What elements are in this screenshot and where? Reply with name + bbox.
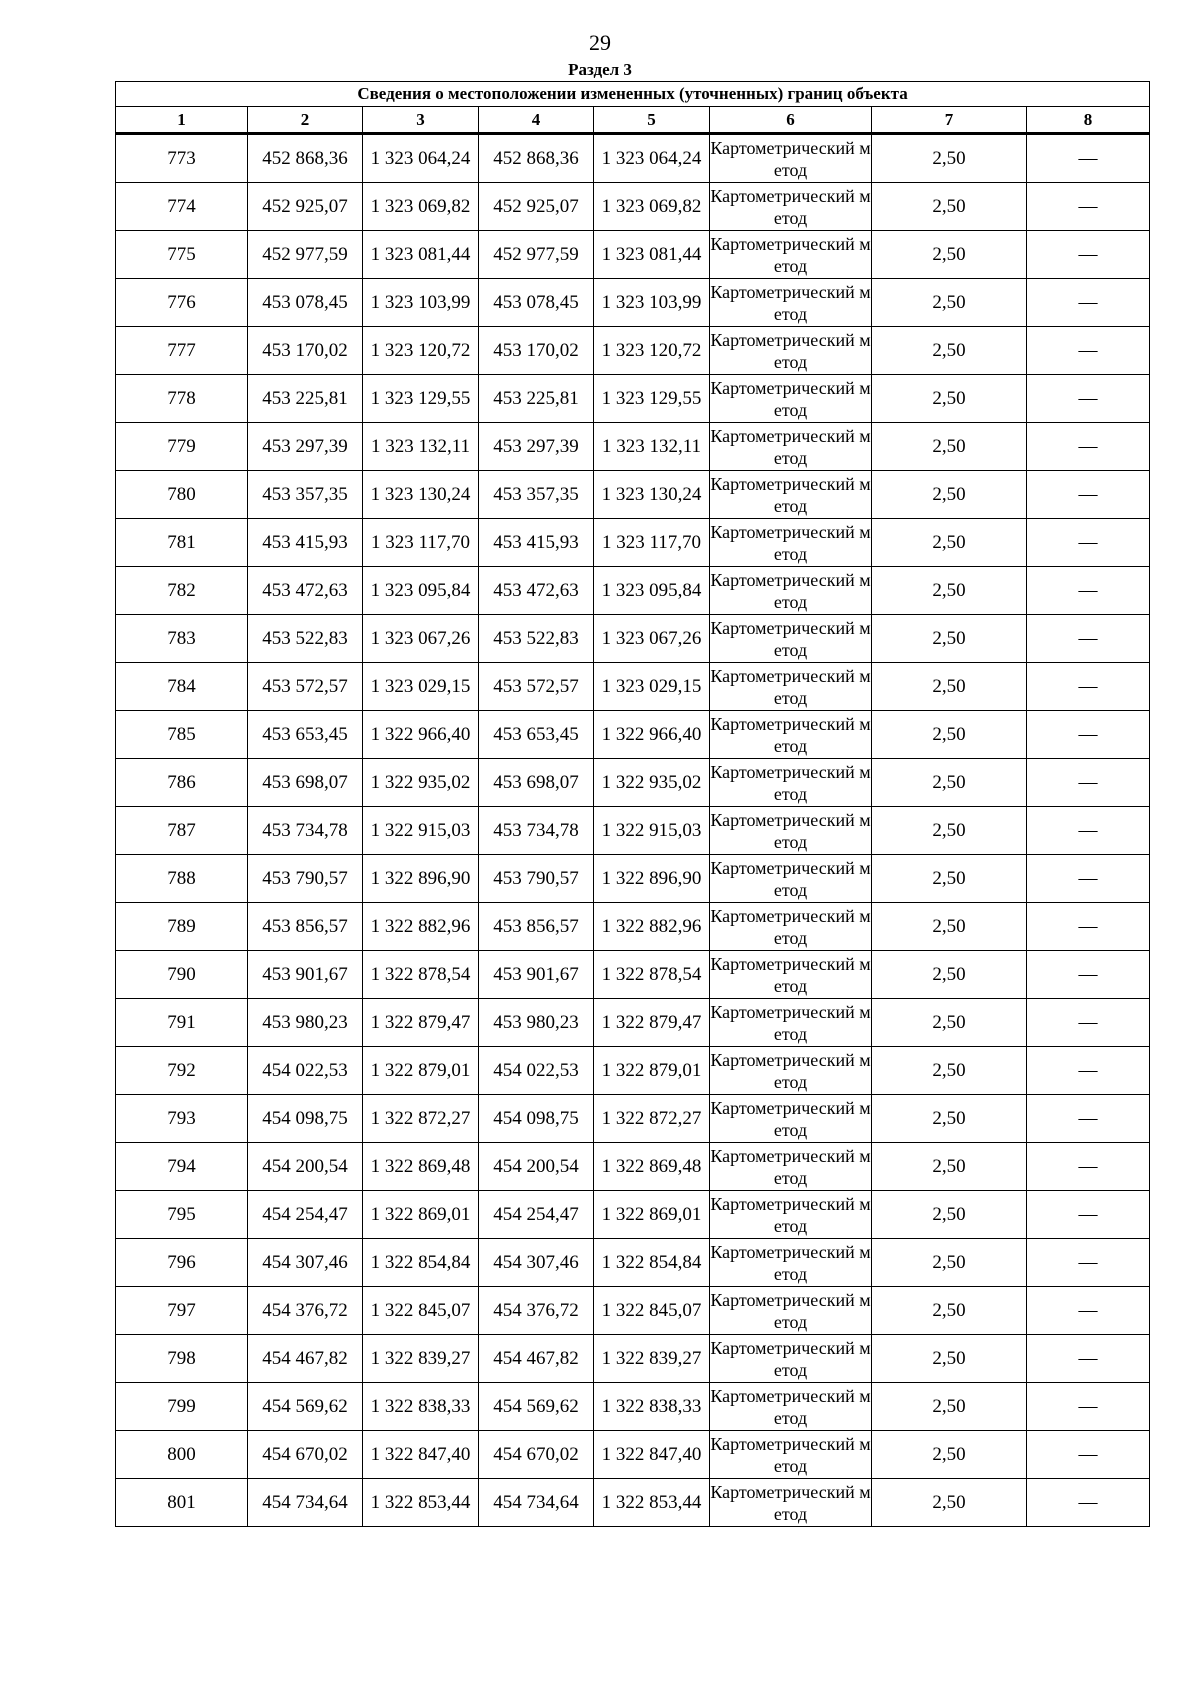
x-old-cell: 452 977,59: [248, 231, 363, 279]
method-cell: Картометрический метод: [710, 567, 872, 615]
y-new-cell: 1 322 839,27: [594, 1335, 710, 1383]
description-cell: —: [1027, 1287, 1150, 1335]
description-cell: —: [1027, 423, 1150, 471]
x-old-cell: 453 734,78: [248, 807, 363, 855]
table-row: [116, 1479, 1150, 1527]
table-row: [116, 1191, 1150, 1239]
table-caption-row: [116, 82, 1150, 107]
y-new-cell: 1 323 081,44: [594, 231, 710, 279]
y-old-cell: 1 323 129,55: [363, 375, 479, 423]
table-row: [116, 1287, 1150, 1335]
y-old-cell: 1 323 067,26: [363, 615, 479, 663]
table-row: [116, 567, 1150, 615]
y-old-cell: 1 323 029,15: [363, 663, 479, 711]
y-new-cell: 1 322 872,27: [594, 1095, 710, 1143]
x-new-cell: 453 078,45: [479, 279, 594, 327]
method-cell: Картометрический метод: [710, 471, 872, 519]
y-old-cell: 1 322 879,47: [363, 999, 479, 1047]
y-old-cell: 1 322 882,96: [363, 903, 479, 951]
y-old-cell: 1 322 878,54: [363, 951, 479, 999]
point-number-cell: 794: [116, 1143, 248, 1191]
y-old-cell: 1 323 095,84: [363, 567, 479, 615]
method-cell: Картометрический метод: [710, 855, 872, 903]
x-new-cell: 453 901,67: [479, 951, 594, 999]
x-new-cell: 453 225,81: [479, 375, 594, 423]
accuracy-cell: 2,50: [872, 855, 1027, 903]
description-cell: —: [1027, 1047, 1150, 1095]
accuracy-cell: 2,50: [872, 1095, 1027, 1143]
column-number: 2: [248, 107, 363, 134]
x-new-cell: 453 856,57: [479, 903, 594, 951]
y-new-cell: 1 322 882,96: [594, 903, 710, 951]
description-cell: —: [1027, 807, 1150, 855]
description-cell: —: [1027, 231, 1150, 279]
x-old-cell: 454 376,72: [248, 1287, 363, 1335]
column-number: 5: [594, 107, 710, 134]
accuracy-cell: 2,50: [872, 1335, 1027, 1383]
description-cell: —: [1027, 759, 1150, 807]
point-number-cell: 780: [116, 471, 248, 519]
table-row: [116, 759, 1150, 807]
table-row: [116, 231, 1150, 279]
table-row: [116, 663, 1150, 711]
x-new-cell: 454 670,02: [479, 1431, 594, 1479]
y-old-cell: 1 322 839,27: [363, 1335, 479, 1383]
point-number-cell: 776: [116, 279, 248, 327]
point-number-cell: 788: [116, 855, 248, 903]
y-old-cell: 1 323 117,70: [363, 519, 479, 567]
method-cell: Картометрический метод: [710, 375, 872, 423]
accuracy-cell: 2,50: [872, 567, 1027, 615]
description-cell: —: [1027, 375, 1150, 423]
table-row: [116, 1047, 1150, 1095]
column-number: 4: [479, 107, 594, 134]
accuracy-cell: 2,50: [872, 1479, 1027, 1527]
y-new-cell: 1 322 935,02: [594, 759, 710, 807]
column-number-row: [116, 107, 1150, 134]
point-number-cell: 791: [116, 999, 248, 1047]
description-cell: —: [1027, 1383, 1150, 1431]
description-cell: —: [1027, 134, 1150, 183]
method-cell: Картометрический метод: [710, 999, 872, 1047]
accuracy-cell: 2,50: [872, 759, 1027, 807]
x-new-cell: 453 170,02: [479, 327, 594, 375]
y-new-cell: 1 322 838,33: [594, 1383, 710, 1431]
y-new-cell: 1 322 879,47: [594, 999, 710, 1047]
y-new-cell: 1 323 103,99: [594, 279, 710, 327]
y-old-cell: 1 322 896,90: [363, 855, 479, 903]
description-cell: —: [1027, 855, 1150, 903]
y-old-cell: 1 322 869,48: [363, 1143, 479, 1191]
description-cell: —: [1027, 519, 1150, 567]
y-old-cell: 1 322 847,40: [363, 1431, 479, 1479]
accuracy-cell: 2,50: [872, 1143, 1027, 1191]
method-cell: Картометрический метод: [710, 903, 872, 951]
y-old-cell: 1 322 854,84: [363, 1239, 479, 1287]
description-cell: —: [1027, 1095, 1150, 1143]
table-row: [116, 999, 1150, 1047]
y-old-cell: 1 323 103,99: [363, 279, 479, 327]
method-cell: Картометрический метод: [710, 759, 872, 807]
point-number-cell: 775: [116, 231, 248, 279]
x-new-cell: 453 980,23: [479, 999, 594, 1047]
x-new-cell: 454 569,62: [479, 1383, 594, 1431]
x-old-cell: 454 670,02: [248, 1431, 363, 1479]
method-cell: Картометрический метод: [710, 1239, 872, 1287]
table-row: [116, 375, 1150, 423]
table-row: [116, 615, 1150, 663]
description-cell: —: [1027, 1431, 1150, 1479]
x-new-cell: 454 254,47: [479, 1191, 594, 1239]
x-new-cell: 454 307,46: [479, 1239, 594, 1287]
x-old-cell: 452 868,36: [248, 134, 363, 183]
point-number-cell: 789: [116, 903, 248, 951]
column-number: 7: [872, 107, 1027, 134]
description-cell: —: [1027, 999, 1150, 1047]
description-cell: —: [1027, 951, 1150, 999]
accuracy-cell: 2,50: [872, 134, 1027, 183]
y-new-cell: 1 322 869,48: [594, 1143, 710, 1191]
point-number-cell: 777: [116, 327, 248, 375]
x-old-cell: 453 522,83: [248, 615, 363, 663]
y-new-cell: 1 322 854,84: [594, 1239, 710, 1287]
x-old-cell: 453 790,57: [248, 855, 363, 903]
accuracy-cell: 2,50: [872, 279, 1027, 327]
method-cell: Картометрический метод: [710, 134, 872, 183]
y-new-cell: 1 323 067,26: [594, 615, 710, 663]
x-old-cell: 453 415,93: [248, 519, 363, 567]
table-row: [116, 1239, 1150, 1287]
y-old-cell: 1 322 915,03: [363, 807, 479, 855]
y-new-cell: 1 323 120,72: [594, 327, 710, 375]
x-new-cell: 452 925,07: [479, 183, 594, 231]
x-new-cell: 453 734,78: [479, 807, 594, 855]
description-cell: —: [1027, 615, 1150, 663]
table-row: [116, 807, 1150, 855]
column-number: 1: [116, 107, 248, 134]
y-old-cell: 1 323 120,72: [363, 327, 479, 375]
x-old-cell: 454 098,75: [248, 1095, 363, 1143]
point-number-cell: 781: [116, 519, 248, 567]
table-body: [116, 134, 1150, 1527]
accuracy-cell: 2,50: [872, 951, 1027, 999]
x-old-cell: 454 467,82: [248, 1335, 363, 1383]
description-cell: —: [1027, 1191, 1150, 1239]
table-row: [116, 134, 1150, 183]
table-row: [116, 423, 1150, 471]
method-cell: Картометрический метод: [710, 1383, 872, 1431]
method-cell: Картометрический метод: [710, 807, 872, 855]
x-new-cell: 453 698,07: [479, 759, 594, 807]
table-caption: Сведения о местоположении измененных (уточненных) границ объекта: [116, 82, 1150, 107]
point-number-cell: 796: [116, 1239, 248, 1287]
accuracy-cell: 2,50: [872, 1191, 1027, 1239]
point-number-cell: 793: [116, 1095, 248, 1143]
x-old-cell: 453 170,02: [248, 327, 363, 375]
description-cell: —: [1027, 1239, 1150, 1287]
point-number-cell: 783: [116, 615, 248, 663]
y-new-cell: 1 322 853,44: [594, 1479, 710, 1527]
point-number-cell: 801: [116, 1479, 248, 1527]
description-cell: —: [1027, 183, 1150, 231]
description-cell: —: [1027, 1479, 1150, 1527]
method-cell: Картометрический метод: [710, 615, 872, 663]
x-old-cell: 454 569,62: [248, 1383, 363, 1431]
table-row: [116, 951, 1150, 999]
table-row: [116, 327, 1150, 375]
y-old-cell: 1 322 838,33: [363, 1383, 479, 1431]
accuracy-cell: 2,50: [872, 1287, 1027, 1335]
accuracy-cell: 2,50: [872, 519, 1027, 567]
accuracy-cell: 2,50: [872, 183, 1027, 231]
x-old-cell: 454 307,46: [248, 1239, 363, 1287]
description-cell: —: [1027, 1143, 1150, 1191]
y-new-cell: 1 322 896,90: [594, 855, 710, 903]
page-number: 29: [589, 30, 611, 55]
y-new-cell: 1 323 095,84: [594, 567, 710, 615]
point-number-cell: 785: [116, 711, 248, 759]
y-new-cell: 1 322 847,40: [594, 1431, 710, 1479]
y-new-cell: 1 323 130,24: [594, 471, 710, 519]
point-number-cell: 792: [116, 1047, 248, 1095]
y-new-cell: 1 322 869,01: [594, 1191, 710, 1239]
method-cell: Картометрический метод: [710, 423, 872, 471]
method-cell: Картометрический метод: [710, 279, 872, 327]
accuracy-cell: 2,50: [872, 1239, 1027, 1287]
table-row: [116, 279, 1150, 327]
x-old-cell: 453 472,63: [248, 567, 363, 615]
x-new-cell: 452 977,59: [479, 231, 594, 279]
y-new-cell: 1 322 966,40: [594, 711, 710, 759]
x-new-cell: 454 467,82: [479, 1335, 594, 1383]
method-cell: Картометрический метод: [710, 1191, 872, 1239]
method-cell: Картометрический метод: [710, 1287, 872, 1335]
accuracy-cell: 2,50: [872, 1383, 1027, 1431]
x-old-cell: 454 200,54: [248, 1143, 363, 1191]
x-new-cell: 453 790,57: [479, 855, 594, 903]
y-old-cell: 1 322 872,27: [363, 1095, 479, 1143]
table-row: [116, 1095, 1150, 1143]
section-title: Раздел 3: [568, 60, 632, 79]
x-new-cell: 454 376,72: [479, 1287, 594, 1335]
y-old-cell: 1 322 869,01: [363, 1191, 479, 1239]
x-new-cell: 453 357,35: [479, 471, 594, 519]
x-new-cell: 454 022,53: [479, 1047, 594, 1095]
table-row: [116, 1335, 1150, 1383]
description-cell: —: [1027, 471, 1150, 519]
accuracy-cell: 2,50: [872, 327, 1027, 375]
x-new-cell: 453 297,39: [479, 423, 594, 471]
method-cell: Картометрический метод: [710, 327, 872, 375]
y-old-cell: 1 323 081,44: [363, 231, 479, 279]
method-cell: Картометрический метод: [710, 1479, 872, 1527]
method-cell: Картометрический метод: [710, 1047, 872, 1095]
x-old-cell: 454 022,53: [248, 1047, 363, 1095]
description-cell: —: [1027, 711, 1150, 759]
description-cell: —: [1027, 1335, 1150, 1383]
y-old-cell: 1 323 064,24: [363, 134, 479, 183]
accuracy-cell: 2,50: [872, 807, 1027, 855]
method-cell: Картометрический метод: [710, 711, 872, 759]
point-number-cell: 784: [116, 663, 248, 711]
column-number: 6: [710, 107, 872, 134]
x-new-cell: 454 200,54: [479, 1143, 594, 1191]
description-cell: —: [1027, 279, 1150, 327]
y-new-cell: 1 323 064,24: [594, 134, 710, 183]
x-old-cell: 453 856,57: [248, 903, 363, 951]
accuracy-cell: 2,50: [872, 231, 1027, 279]
x-old-cell: 453 357,35: [248, 471, 363, 519]
accuracy-cell: 2,50: [872, 615, 1027, 663]
table-row: [116, 183, 1150, 231]
y-new-cell: 1 322 845,07: [594, 1287, 710, 1335]
table-row: [116, 1383, 1150, 1431]
method-cell: Картометрический метод: [710, 1335, 872, 1383]
point-number-cell: 779: [116, 423, 248, 471]
x-old-cell: 453 225,81: [248, 375, 363, 423]
table-row: [116, 1143, 1150, 1191]
method-cell: Картометрический метод: [710, 663, 872, 711]
x-new-cell: 453 653,45: [479, 711, 594, 759]
accuracy-cell: 2,50: [872, 1047, 1027, 1095]
column-number: 3: [363, 107, 479, 134]
y-old-cell: 1 322 966,40: [363, 711, 479, 759]
x-old-cell: 454 254,47: [248, 1191, 363, 1239]
column-number: 8: [1027, 107, 1150, 134]
table-row: [116, 1431, 1150, 1479]
point-number-cell: 786: [116, 759, 248, 807]
y-new-cell: 1 323 132,11: [594, 423, 710, 471]
x-old-cell: 453 980,23: [248, 999, 363, 1047]
method-cell: Картометрический метод: [710, 519, 872, 567]
x-new-cell: 454 734,64: [479, 1479, 594, 1527]
y-new-cell: 1 323 117,70: [594, 519, 710, 567]
point-number-cell: 787: [116, 807, 248, 855]
x-new-cell: 453 415,93: [479, 519, 594, 567]
table-row: [116, 519, 1150, 567]
table-row: [116, 471, 1150, 519]
accuracy-cell: 2,50: [872, 903, 1027, 951]
point-number-cell: 778: [116, 375, 248, 423]
x-new-cell: 453 522,83: [479, 615, 594, 663]
point-number-cell: 800: [116, 1431, 248, 1479]
x-new-cell: 452 868,36: [479, 134, 594, 183]
method-cell: Картометрический метод: [710, 1143, 872, 1191]
accuracy-cell: 2,50: [872, 471, 1027, 519]
point-number-cell: 774: [116, 183, 248, 231]
x-old-cell: 452 925,07: [248, 183, 363, 231]
method-cell: Картометрический метод: [710, 1431, 872, 1479]
x-old-cell: 454 734,64: [248, 1479, 363, 1527]
x-new-cell: 453 572,57: [479, 663, 594, 711]
y-new-cell: 1 323 069,82: [594, 183, 710, 231]
y-new-cell: 1 322 878,54: [594, 951, 710, 999]
point-number-cell: 790: [116, 951, 248, 999]
y-new-cell: 1 322 879,01: [594, 1047, 710, 1095]
method-cell: Картометрический метод: [710, 1095, 872, 1143]
y-old-cell: 1 322 935,02: [363, 759, 479, 807]
description-cell: —: [1027, 567, 1150, 615]
point-number-cell: 799: [116, 1383, 248, 1431]
y-new-cell: 1 323 029,15: [594, 663, 710, 711]
x-new-cell: 454 098,75: [479, 1095, 594, 1143]
x-old-cell: 453 572,57: [248, 663, 363, 711]
y-old-cell: 1 322 879,01: [363, 1047, 479, 1095]
y-old-cell: 1 323 069,82: [363, 183, 479, 231]
x-old-cell: 453 901,67: [248, 951, 363, 999]
accuracy-cell: 2,50: [872, 1431, 1027, 1479]
description-cell: —: [1027, 903, 1150, 951]
table-row: [116, 903, 1150, 951]
point-number-cell: 797: [116, 1287, 248, 1335]
x-old-cell: 453 297,39: [248, 423, 363, 471]
y-old-cell: 1 322 845,07: [363, 1287, 479, 1335]
accuracy-cell: 2,50: [872, 711, 1027, 759]
point-number-cell: 795: [116, 1191, 248, 1239]
accuracy-cell: 2,50: [872, 375, 1027, 423]
x-old-cell: 453 698,07: [248, 759, 363, 807]
y-new-cell: 1 323 129,55: [594, 375, 710, 423]
x-new-cell: 453 472,63: [479, 567, 594, 615]
table-row: [116, 855, 1150, 903]
description-cell: —: [1027, 327, 1150, 375]
accuracy-cell: 2,50: [872, 663, 1027, 711]
y-new-cell: 1 322 915,03: [594, 807, 710, 855]
method-cell: Картометрический метод: [710, 183, 872, 231]
point-number-cell: 773: [116, 134, 248, 183]
point-number-cell: 798: [116, 1335, 248, 1383]
method-cell: Картометрический метод: [710, 951, 872, 999]
description-cell: —: [1027, 663, 1150, 711]
y-old-cell: 1 323 132,11: [363, 423, 479, 471]
x-old-cell: 453 078,45: [248, 279, 363, 327]
y-old-cell: 1 323 130,24: [363, 471, 479, 519]
method-cell: Картометрический метод: [710, 231, 872, 279]
boundary-coordinates-table: [115, 81, 1150, 1527]
y-old-cell: 1 322 853,44: [363, 1479, 479, 1527]
accuracy-cell: 2,50: [872, 423, 1027, 471]
table-row: [116, 711, 1150, 759]
x-old-cell: 453 653,45: [248, 711, 363, 759]
point-number-cell: 782: [116, 567, 248, 615]
accuracy-cell: 2,50: [872, 999, 1027, 1047]
